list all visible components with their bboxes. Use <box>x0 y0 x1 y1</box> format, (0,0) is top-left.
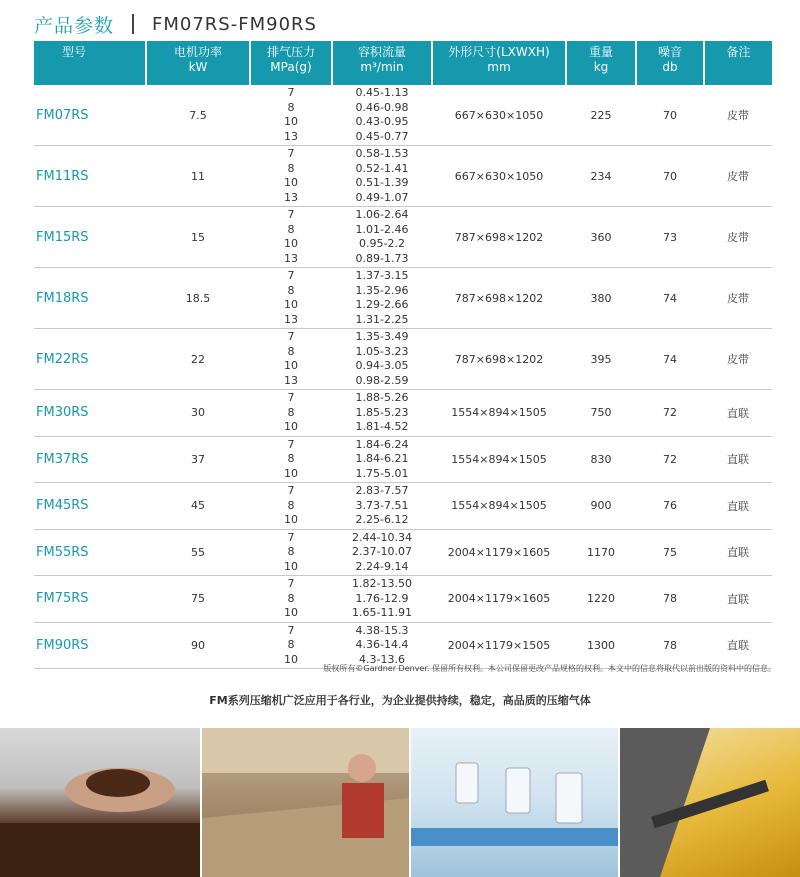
flow-value: 0.46-0.98 <box>355 100 409 114</box>
table-row <box>34 529 772 576</box>
column-header-label: 型号 <box>62 45 87 59</box>
column-header-label: 重量 <box>588 45 613 59</box>
column-header-6 <box>636 41 704 85</box>
pressure-cell <box>250 529 332 576</box>
pressure-value: 7 <box>287 269 295 282</box>
dimensions-cell: 787×698×1202 <box>432 207 566 268</box>
dimensions-cell: 2004×1179×1505 <box>432 622 566 669</box>
weight-cell: 750 <box>566 390 636 437</box>
noise-cell: 78 <box>636 576 704 623</box>
slogan: FM系列压缩机广泛应用于各行业，为企业提供持续，稳定，高品质的压缩气体 <box>209 694 591 707</box>
pressure-value: 7 <box>287 147 295 160</box>
power-cell: 22 <box>146 329 250 390</box>
weight-cell: 1170 <box>566 529 636 576</box>
column-header-unit: db <box>662 60 678 74</box>
flow-value: 1.06-2.64 <box>355 208 409 221</box>
column-header-7 <box>704 41 772 85</box>
flow-value: 0.51-1.39 <box>355 176 409 189</box>
pressure-value: 8 <box>287 100 295 114</box>
pharma-vials-photo <box>411 728 618 877</box>
coffee-beans-photo <box>0 728 200 877</box>
flow-value: 1.75-5.01 <box>355 466 409 480</box>
flow-value: 1.65-11.91 <box>352 606 412 619</box>
pressure-cell <box>250 576 332 623</box>
dimensions-cell: 667×630×1050 <box>432 146 566 207</box>
flow-cell <box>332 207 432 268</box>
flow-value: 1.01-2.46 <box>355 222 409 236</box>
flow-value: 2.83-7.57 <box>355 484 409 497</box>
table-row <box>34 207 772 268</box>
photo-strip <box>0 728 800 877</box>
flow-cell <box>332 85 432 146</box>
pressure-value: 10 <box>284 466 298 480</box>
power-cell: 90 <box>146 622 250 669</box>
pressure-cell <box>250 329 332 390</box>
note-cell: 皮带 <box>704 207 772 268</box>
column-header-unit: kg <box>593 60 609 74</box>
flow-cell <box>332 329 432 390</box>
power-cell: 75 <box>146 576 250 623</box>
table-row <box>34 146 772 207</box>
table-row <box>34 329 772 390</box>
pressure-cell <box>250 436 332 483</box>
pressure-value: 10 <box>284 298 298 311</box>
flow-value: 0.49-1.07 <box>355 190 409 204</box>
pressure-value: 7 <box>287 86 295 99</box>
flow-value: 0.45-1.13 <box>355 86 409 99</box>
flow-value: 0.43-0.95 <box>355 115 409 128</box>
power-cell: 55 <box>146 529 250 576</box>
noise-cell: 73 <box>636 207 704 268</box>
column-header-unit: MPa(g) <box>270 60 312 74</box>
flow-value: 1.82-13.50 <box>352 577 412 590</box>
title-divider <box>132 14 134 34</box>
flow-value: 0.98-2.59 <box>355 373 409 387</box>
dimensions-cell: 787×698×1202 <box>432 268 566 329</box>
note-cell: 直联 <box>704 529 772 576</box>
flow-value: 0.95-2.2 <box>359 237 405 250</box>
pressure-value: 10 <box>284 359 298 372</box>
note-cell: 直联 <box>704 576 772 623</box>
pressure-value: 13 <box>284 251 298 265</box>
column-header-label: 噪音 <box>657 45 682 59</box>
pressure-cell <box>250 390 332 437</box>
pressure-value: 7 <box>287 391 295 404</box>
flow-value: 1.35-2.96 <box>355 283 409 297</box>
weight-cell: 225 <box>566 85 636 146</box>
pressure-cell <box>250 207 332 268</box>
table-row <box>34 483 772 530</box>
note-cell: 皮带 <box>704 329 772 390</box>
flow-value: 0.52-1.41 <box>355 161 409 175</box>
note-cell: 直联 <box>704 622 772 669</box>
column-header-unit: mm <box>487 60 511 74</box>
noise-cell: 75 <box>636 529 704 576</box>
pressure-cell <box>250 622 332 669</box>
dimensions-cell: 787×698×1202 <box>432 329 566 390</box>
pressure-value: 7 <box>287 437 295 451</box>
flow-value: 1.84-6.21 <box>355 452 409 465</box>
flow-value: 1.29-2.66 <box>355 298 409 311</box>
model-cell: FM45RS <box>34 483 146 530</box>
column-header-5 <box>566 41 636 85</box>
model-cell: FM18RS <box>34 268 146 329</box>
power-cell: 15 <box>146 207 250 268</box>
column-header-label: 容积流量 <box>357 45 406 59</box>
column-header-unit: kW <box>188 60 208 74</box>
pressure-value: 10 <box>284 559 298 573</box>
flow-value: 0.45-0.77 <box>355 129 409 143</box>
printing-press-photo <box>620 728 800 877</box>
flow-value: 0.94-3.05 <box>355 359 409 372</box>
model-cell: FM11RS <box>34 146 146 207</box>
note-cell: 直联 <box>704 483 772 530</box>
note-cell: 皮带 <box>704 85 772 146</box>
flow-value: 1.37-3.15 <box>355 269 409 282</box>
column-header-unit: m³/min <box>360 60 404 74</box>
pressure-value: 13 <box>284 312 298 326</box>
spec-table <box>34 41 772 669</box>
column-header-label: 备注 <box>726 45 751 59</box>
woodworker-illustration <box>202 728 409 877</box>
pressure-value: 13 <box>284 129 298 143</box>
copyright-notice: 版权所有©Gardner Denver. 保留所有权利。本公司保留更改产品规格的权利。本文中的信息将取代以前出版的资料中的信息。 <box>323 664 776 673</box>
flow-cell <box>332 483 432 530</box>
dimensions-cell: 1554×894×1505 <box>432 390 566 437</box>
pressure-value: 10 <box>284 115 298 128</box>
flow-value: 3.73-7.51 <box>355 498 409 512</box>
column-header-label: 排气压力 <box>266 45 315 59</box>
model-cell: FM37RS <box>34 436 146 483</box>
page-header <box>34 10 317 38</box>
dimensions-cell: 1554×894×1505 <box>432 483 566 530</box>
weight-cell: 900 <box>566 483 636 530</box>
noise-cell: 72 <box>636 436 704 483</box>
model-cell: FM15RS <box>34 207 146 268</box>
pressure-value: 7 <box>287 623 295 637</box>
woodworker-photo <box>202 728 409 877</box>
column-header-label: 外形尺寸(LXWXH) <box>448 45 550 59</box>
noise-cell: 74 <box>636 268 704 329</box>
table-row <box>34 576 772 623</box>
flow-cell <box>332 436 432 483</box>
column-header-3 <box>332 41 432 85</box>
pressure-value: 10 <box>284 606 298 619</box>
model-cell: FM90RS <box>34 622 146 669</box>
noise-cell: 74 <box>636 329 704 390</box>
weight-cell: 1220 <box>566 576 636 623</box>
flow-value: 1.84-6.24 <box>355 437 409 451</box>
flow-value: 4.36-14.4 <box>355 638 409 651</box>
pressure-cell <box>250 146 332 207</box>
flow-value: 0.89-1.73 <box>355 251 409 265</box>
flow-value: 2.25-6.12 <box>355 513 409 526</box>
note-cell: 皮带 <box>704 268 772 329</box>
pressure-value: 8 <box>287 161 295 175</box>
noise-cell: 76 <box>636 483 704 530</box>
dimensions-cell: 1554×894×1505 <box>432 436 566 483</box>
pressure-value: 8 <box>287 498 295 512</box>
flow-value: 1.31-2.25 <box>355 312 409 326</box>
table-row <box>34 390 772 437</box>
weight-cell: 1300 <box>566 622 636 669</box>
model-range: FM07RS-FM90RS <box>152 13 317 35</box>
table-row <box>34 436 772 483</box>
flow-value: 1.05-3.23 <box>355 344 409 358</box>
table-row <box>34 85 772 146</box>
weight-cell: 360 <box>566 207 636 268</box>
weight-cell: 380 <box>566 268 636 329</box>
flow-value: 2.44-10.34 <box>352 530 412 544</box>
pressure-value: 13 <box>284 373 298 387</box>
coffee-beans-illustration <box>0 728 200 877</box>
noise-cell: 72 <box>636 390 704 437</box>
note-cell: 皮带 <box>704 146 772 207</box>
flow-value: 0.58-1.53 <box>355 147 409 160</box>
flow-value: 1.35-3.49 <box>355 330 409 343</box>
column-header-label: 电机功率 <box>173 45 222 59</box>
power-cell: 30 <box>146 390 250 437</box>
pressure-value: 8 <box>287 222 295 236</box>
pressure-value: 7 <box>287 577 295 590</box>
pressure-value: 8 <box>287 591 295 605</box>
model-cell: FM07RS <box>34 85 146 146</box>
power-cell: 11 <box>146 146 250 207</box>
pressure-value: 7 <box>287 330 295 343</box>
flow-value: 2.24-9.14 <box>355 559 409 573</box>
table-row <box>34 622 772 669</box>
dimensions-cell: 2004×1179×1605 <box>432 576 566 623</box>
pressure-value: 10 <box>284 176 298 189</box>
model-cell: FM75RS <box>34 576 146 623</box>
flow-value: 2.37-10.07 <box>352 545 412 558</box>
pressure-cell <box>250 85 332 146</box>
power-cell: 18.5 <box>146 268 250 329</box>
power-cell: 45 <box>146 483 250 530</box>
pressure-value: 7 <box>287 208 295 221</box>
pressure-value: 7 <box>287 484 295 497</box>
pressure-value: 8 <box>287 405 295 419</box>
pressure-value: 10 <box>284 652 298 666</box>
pressure-value: 8 <box>287 452 295 465</box>
weight-cell: 234 <box>566 146 636 207</box>
pressure-value: 8 <box>287 545 295 558</box>
pressure-cell <box>250 268 332 329</box>
pressure-value: 8 <box>287 283 295 297</box>
model-cell: FM22RS <box>34 329 146 390</box>
flow-value: 4.3-13.6 <box>359 652 405 666</box>
page-title: 产品参数 <box>34 14 115 37</box>
table-header-row <box>34 41 772 85</box>
column-header-0 <box>34 41 146 85</box>
pressure-value: 8 <box>287 344 295 358</box>
flow-cell <box>332 622 432 669</box>
table-row <box>34 268 772 329</box>
pressure-cell <box>250 483 332 530</box>
vials-illustration <box>411 728 618 877</box>
note-cell: 直联 <box>704 436 772 483</box>
table-body <box>34 85 772 669</box>
flow-cell <box>332 576 432 623</box>
flow-value: 4.38-15.3 <box>355 623 409 637</box>
weight-cell: 830 <box>566 436 636 483</box>
column-header-2 <box>250 41 332 85</box>
dimensions-cell: 2004×1179×1605 <box>432 529 566 576</box>
power-cell: 7.5 <box>146 85 250 146</box>
printing-illustration <box>620 728 800 877</box>
noise-cell: 70 <box>636 85 704 146</box>
pressure-value: 13 <box>284 190 298 204</box>
pressure-value: 10 <box>284 513 298 526</box>
note-cell: 直联 <box>704 390 772 437</box>
flow-value: 1.88-5.26 <box>355 391 409 404</box>
pressure-value: 10 <box>284 420 298 433</box>
flow-cell <box>332 390 432 437</box>
pressure-value: 8 <box>287 638 295 651</box>
flow-value: 1.81-4.52 <box>355 420 409 433</box>
dimensions-cell: 667×630×1050 <box>432 85 566 146</box>
noise-cell: 78 <box>636 622 704 669</box>
flow-value: 1.76-12.9 <box>355 591 409 605</box>
model-cell: FM30RS <box>34 390 146 437</box>
flow-value: 1.85-5.23 <box>355 405 409 419</box>
noise-cell: 70 <box>636 146 704 207</box>
column-header-1 <box>146 41 250 85</box>
pressure-value: 7 <box>287 530 295 544</box>
power-cell: 37 <box>146 436 250 483</box>
flow-cell <box>332 529 432 576</box>
pressure-value: 10 <box>284 237 298 250</box>
model-cell: FM55RS <box>34 529 146 576</box>
flow-cell <box>332 268 432 329</box>
flow-cell <box>332 146 432 207</box>
column-header-4 <box>432 41 566 85</box>
weight-cell: 395 <box>566 329 636 390</box>
